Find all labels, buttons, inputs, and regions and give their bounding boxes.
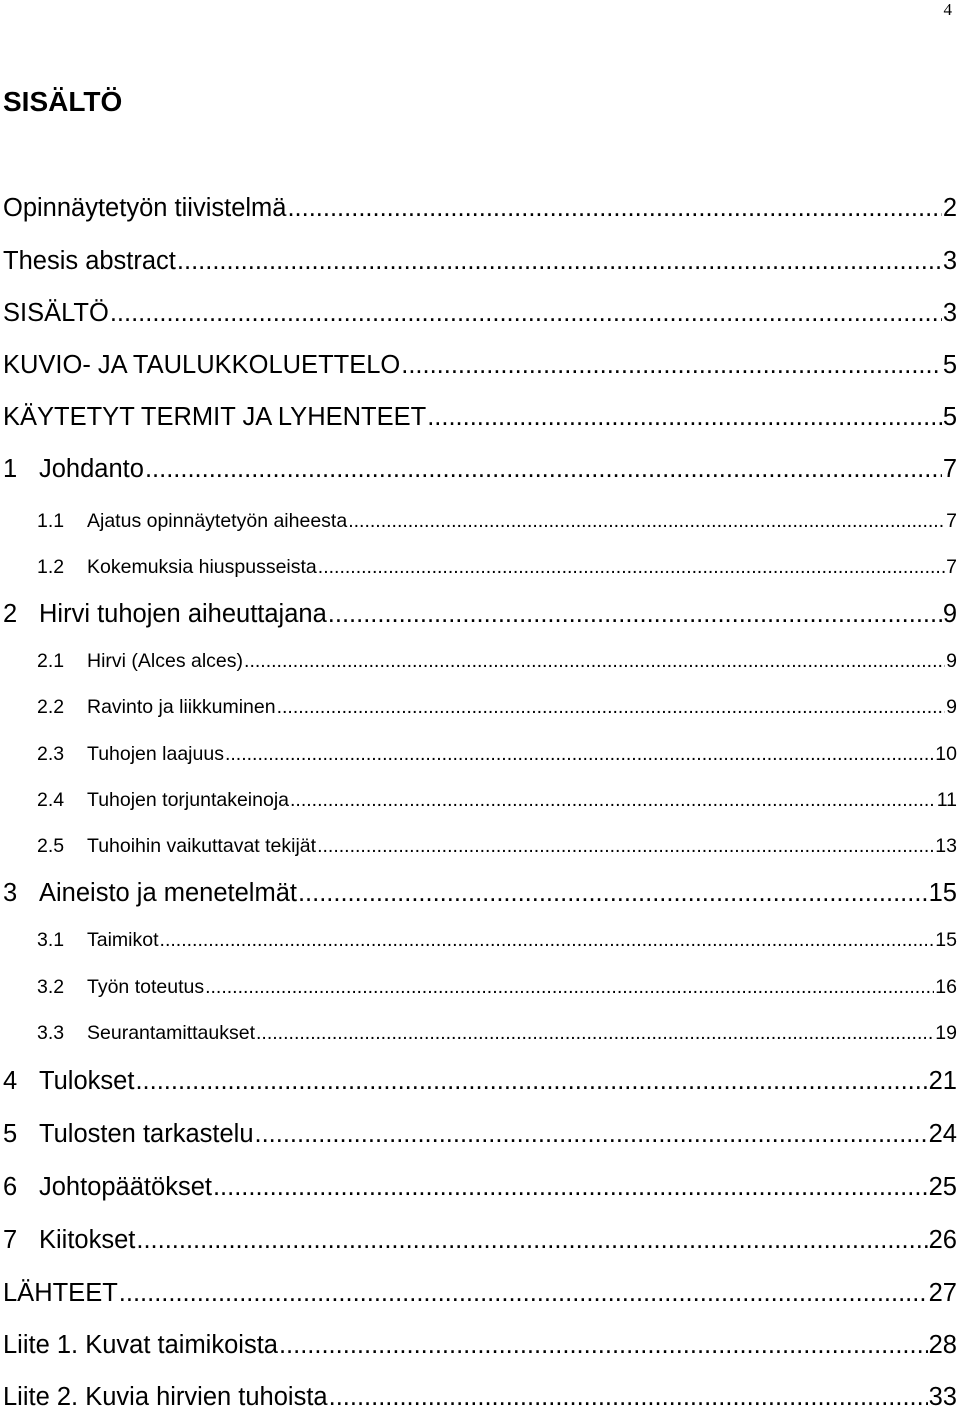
toc-entry[interactable] [3,873,957,913]
dot-leader [318,551,945,583]
toc-entry-page: 7 [946,510,957,532]
dot-leader [136,1220,927,1260]
toc-entry[interactable] [3,241,957,281]
toc-entry-number: 7 [3,1226,18,1254]
toc-entry-page: 5 [942,403,957,431]
toc-entry-number: 6 [3,1173,18,1201]
dot-leader [256,1017,934,1049]
toc-entry-page: 13 [935,835,957,857]
toc-entry[interactable] [3,293,957,333]
toc-entry[interactable] [3,449,957,489]
dot-leader [177,241,942,281]
toc-entry[interactable] [3,594,957,634]
toc-entry-page: 33 [928,1383,957,1411]
toc-entry-title: Johdanto [39,455,144,483]
toc-entry-number: 1 [3,455,18,483]
toc-entry[interactable] [3,830,957,862]
toc-entry[interactable] [3,505,957,537]
toc-entry[interactable] [3,645,957,677]
toc-entry-page: 10 [935,743,957,765]
dot-leader [160,924,935,956]
toc-entry-page: 9 [946,650,957,672]
toc-entry-page: 24 [928,1120,957,1148]
toc-entry-title: KÄYTETYT TERMIT JA LYHENTEET [3,403,427,431]
toc-entry-title: Tulosten tarkastelu [39,1120,254,1148]
toc-entry-page: 9 [942,600,957,628]
toc-entry-title: Hirvi (Alces alces) [87,650,244,672]
toc-entry-title: Taimikot [87,929,159,951]
toc-entry-number: 1.2 [37,556,65,578]
toc-entry-number: 2.2 [37,696,65,718]
toc-entry-number: 3 [3,879,18,907]
toc-entry[interactable] [3,1061,957,1101]
toc-entry[interactable] [3,971,957,1003]
toc-entry-number: 2.4 [37,789,65,811]
toc-entry-title: Tuhoihin vaikuttavat tekijät [87,835,317,857]
toc-entry-page: 27 [928,1279,957,1307]
toc-entry[interactable] [3,1220,957,1260]
toc-entry-title: Liite 2. Kuvia hirvien tuhoista [3,1383,328,1411]
toc-entry[interactable] [3,784,957,816]
toc-entry-title: Ajatus opinnäytetyön aiheesta [87,510,348,532]
toc-entry-page: 26 [928,1226,957,1254]
toc-entry-title: Thesis abstract [3,247,176,275]
dot-leader [287,188,941,228]
toc-entry[interactable] [3,1377,957,1417]
toc-entry[interactable] [3,188,957,228]
dot-leader [145,449,942,489]
toc-entry-number: 2 [3,600,18,628]
toc-entry-page: 3 [942,247,957,275]
toc-entry-title: Tulokset [39,1067,135,1095]
toc-entry-title: KUVIO- JA TAULUKKOLUETTELO [3,351,401,379]
dot-leader [348,505,945,537]
toc-entry-number: 1.1 [37,510,65,532]
toc-entry-title: Liite 1. Kuvat taimikoista [3,1331,278,1359]
toc-entry-page: 21 [928,1067,957,1095]
toc-entry-number: 3.3 [37,1022,65,1044]
dot-leader [401,345,942,385]
toc-entry[interactable] [3,1114,957,1154]
dot-leader [135,1061,927,1101]
dot-leader [427,397,942,437]
toc-entry-page: 19 [935,1022,957,1044]
toc-entry-number: 4 [3,1067,18,1095]
dot-leader [328,594,942,634]
toc-entry[interactable] [3,924,957,956]
toc-entry[interactable] [3,691,957,723]
dot-leader [279,1325,928,1365]
toc-entry-title: Tuhojen laajuus [87,743,224,765]
toc-entry[interactable] [3,738,957,770]
toc-entry-page: 7 [946,556,957,578]
toc-entry[interactable] [3,1017,957,1049]
toc-entry-number: 2.3 [37,743,65,765]
toc-entry-page: 7 [942,455,957,483]
toc-entry-title: Hirvi tuhojen aiheuttajana [39,600,327,628]
toc-entry-page: 5 [942,351,957,379]
toc-entry-title: LÄHTEET [3,1279,118,1307]
dot-leader [317,830,934,862]
toc-entry-page: 2 [942,194,957,222]
dot-leader [298,873,928,913]
toc-entry-title: Työn toteutus [87,976,205,998]
toc-entry[interactable] [3,345,957,385]
dot-leader [244,645,945,677]
toc-entry-title: Seurantamittaukset [87,1022,256,1044]
toc-entry[interactable] [3,397,957,437]
toc-entry-page: 3 [942,299,957,327]
page-number: 4 [943,0,952,19]
toc-entry-page: 15 [935,929,957,951]
dot-leader [277,691,946,723]
toc-entry-page: 28 [928,1331,957,1359]
dot-leader [205,971,934,1003]
toc-entry-number: 5 [3,1120,18,1148]
dot-leader [329,1377,928,1417]
toc-entry[interactable] [3,1167,957,1207]
toc-entry-title: SISÄLTÖ [3,299,109,327]
dot-leader [290,784,936,816]
toc-entry-page: 25 [928,1173,957,1201]
dot-leader [110,293,942,333]
page-title: SISÄLTÖ [3,86,123,117]
toc-entry-number: 2.1 [37,650,65,672]
dot-leader [213,1167,928,1207]
toc-entry-number: 2.5 [37,835,65,857]
toc-entry[interactable] [3,551,957,583]
toc-entry-page: 15 [928,879,957,907]
dot-leader [119,1273,928,1313]
toc-entry-title: Johtopäätökset [39,1173,212,1201]
dot-leader [255,1114,928,1154]
toc-entry-page: 9 [946,696,957,718]
dot-leader [225,738,934,770]
toc-entry[interactable] [3,1273,957,1313]
toc-entry-title: Ravinto ja liikkuminen [87,696,276,718]
toc-entry-number: 3.1 [37,929,65,951]
toc-entry-title: Kiitokset [39,1226,136,1254]
toc-entry-title: Kokemuksia hiuspusseista [87,556,317,578]
toc-entry-page: 16 [935,976,957,998]
toc-entry-title: Opinnäytetyön tiivistelmä [3,194,287,222]
toc-entry-page: 11 [936,789,957,811]
toc-entry[interactable] [3,1325,957,1365]
toc-entry-title: Tuhojen torjuntakeinoja [87,789,289,811]
toc-entry-title: Aineisto ja menetelmät [39,879,297,907]
toc-entry-number: 3.2 [37,976,65,998]
